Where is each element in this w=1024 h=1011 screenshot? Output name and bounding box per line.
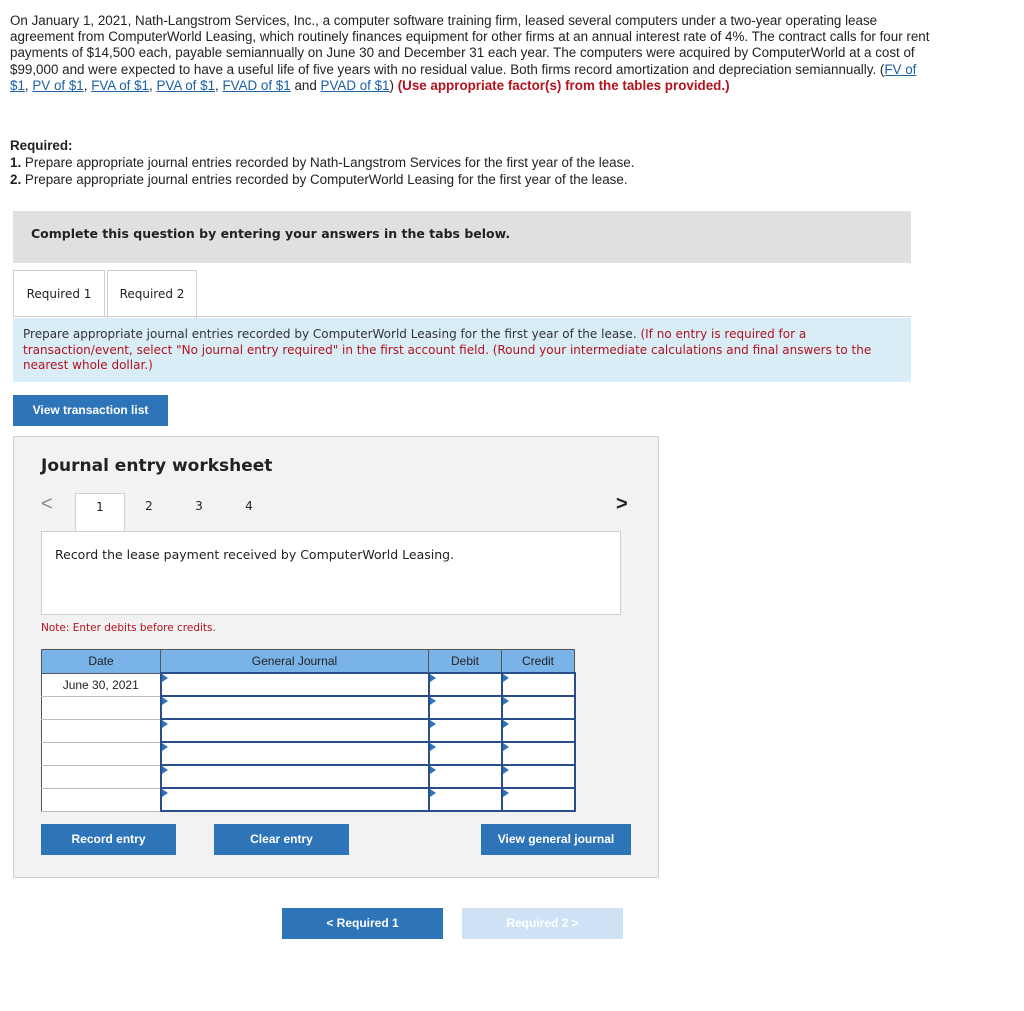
dropdown-marker-icon [503, 743, 509, 751]
instruction-banner [13, 211, 911, 263]
link-and: and [290, 77, 321, 93]
problem-emphasis: (Use appropriate factor(s) from the tables provided.) [397, 77, 730, 93]
credit-field[interactable] [502, 788, 575, 811]
dropdown-marker-icon [162, 743, 168, 751]
dropdown-marker-icon [162, 789, 168, 797]
link-sep: , [215, 77, 223, 93]
date-cell[interactable]: June 30, 2021 [42, 673, 161, 696]
banner-text: Complete this question by entering your answers in the tabs below. [31, 226, 511, 241]
next-required-2-button[interactable]: Required 2 > [462, 908, 623, 939]
table-row [42, 765, 575, 788]
required-heading: Required: [10, 138, 73, 153]
required-text: Prepare appropriate journal entries recorded by ComputerWorld Leasing for the first year of the lease. [21, 172, 628, 187]
column-header-credit: Credit [502, 650, 575, 674]
close-paren: ) [389, 77, 398, 93]
problem-statement [10, 13, 930, 94]
dropdown-marker-icon [162, 674, 168, 682]
debit-field[interactable] [429, 673, 502, 696]
account-field[interactable] [161, 696, 429, 719]
date-cell[interactable] [42, 765, 161, 788]
view-general-journal-button[interactable]: View general journal [481, 824, 631, 855]
instruction-red: (If no entry is required for a transaction/event, select "No journal entry required" in the first account field. (Round your intermediate calculations and final answers to the nearest whole dollar.) [23, 327, 872, 372]
column-header-date: Date [42, 650, 161, 674]
required-item-2 [10, 171, 634, 188]
tab-required-1[interactable]: Required 1 [13, 270, 105, 316]
chevron-right-icon[interactable]: > [616, 493, 628, 515]
clear-entry-button[interactable]: Clear entry [214, 824, 349, 855]
dropdown-marker-icon [430, 766, 436, 774]
credit-field[interactable] [502, 719, 575, 742]
link-fva[interactable]: FVA of $1 [91, 77, 149, 93]
required-num: 2. [10, 172, 22, 187]
dropdown-marker-icon [162, 766, 168, 774]
entry-note: Note: Enter debits before credits. [41, 622, 216, 634]
credit-field[interactable] [502, 742, 575, 765]
table-row [42, 719, 575, 742]
dropdown-marker-icon [503, 789, 509, 797]
credit-field[interactable] [502, 765, 575, 788]
link-pvad[interactable]: PVAD of $1 [320, 77, 390, 93]
problem-text: On January 1, 2021, Nath-Langstrom Services, Inc., a computer software training firm, leased several computers under a two-year operating lease agreement from ComputerWorld Leasing, which routinely finances equipment for other firms at an annual interest rate of 4%. The contract calls for four rent payments of $14,500 each, payable semiannually on June 30 and December 31 each year. The computers were acquired by ComputerWorld at a cost of $99,000 and were expected to have a useful life of five years with no residual value. Both firms record amortization and depreciation semiannually. ( [10, 13, 930, 77]
credit-field[interactable] [502, 696, 575, 719]
required-text: Prepare appropriate journal entries recorded by Nath-Langstrom Services for the first year of the lease. [21, 155, 635, 170]
link-sep: , [149, 77, 157, 93]
dropdown-marker-icon [430, 697, 436, 705]
transaction-text: Record the lease payment received by ComputerWorld Leasing. [55, 547, 455, 562]
tab-required-2[interactable]: Required 2 [107, 270, 197, 318]
transaction-description [41, 531, 621, 615]
chevron-left-icon[interactable]: < [41, 493, 53, 515]
debit-field[interactable] [429, 719, 502, 742]
tab-divider [13, 316, 911, 317]
column-header-debit: Debit [429, 650, 502, 674]
account-field[interactable] [161, 719, 429, 742]
link-pv[interactable]: PV of $1 [32, 77, 84, 93]
date-cell[interactable] [42, 742, 161, 765]
column-header-general-journal: General Journal [161, 650, 429, 674]
debit-field[interactable] [429, 696, 502, 719]
date-cell[interactable] [42, 788, 161, 811]
dropdown-marker-icon [503, 720, 509, 728]
dropdown-marker-icon [503, 674, 509, 682]
account-field[interactable] [161, 742, 429, 765]
dropdown-marker-icon [162, 697, 168, 705]
required-section [10, 137, 634, 188]
dropdown-marker-icon [162, 720, 168, 728]
link-fv[interactable]: FV of $1 [10, 61, 917, 93]
table-row [42, 742, 575, 765]
tab-instructions [13, 318, 911, 382]
link-fvad[interactable]: FVAD of $1 [222, 77, 291, 93]
instruction-main: Prepare appropriate journal entries recorded by ComputerWorld Leasing for the first year of the lease. [23, 327, 641, 341]
date-cell[interactable] [42, 719, 161, 742]
account-field[interactable] [161, 788, 429, 811]
required-item-1 [10, 154, 634, 171]
table-row [42, 696, 575, 719]
worksheet-page-2[interactable]: 2 [145, 499, 153, 513]
table-row [42, 673, 575, 696]
view-transaction-list-button[interactable]: View transaction list [13, 395, 168, 426]
date-cell[interactable] [42, 696, 161, 719]
worksheet-page-4[interactable]: 4 [245, 499, 253, 513]
dropdown-marker-icon [503, 766, 509, 774]
dropdown-marker-icon [430, 720, 436, 728]
dropdown-marker-icon [430, 743, 436, 751]
dropdown-marker-icon [430, 789, 436, 797]
journal-entry-worksheet [13, 436, 659, 878]
link-sep: , [83, 77, 92, 93]
link-sep: , [24, 77, 33, 93]
worksheet-title: Journal entry worksheet [41, 456, 273, 476]
journal-table [41, 649, 576, 812]
link-pva[interactable]: PVA of $1 [156, 77, 216, 93]
table-row [42, 788, 575, 811]
account-field[interactable] [161, 673, 429, 696]
dropdown-marker-icon [430, 674, 436, 682]
record-entry-button[interactable]: Record entry [41, 824, 176, 855]
worksheet-page-1[interactable]: 1 [75, 493, 125, 531]
dropdown-marker-icon [503, 697, 509, 705]
debit-field[interactable] [429, 788, 502, 811]
credit-field[interactable] [502, 673, 575, 696]
prev-required-1-button[interactable]: < Required 1 [282, 908, 443, 939]
debit-field[interactable] [429, 765, 502, 788]
debit-field[interactable] [429, 742, 502, 765]
worksheet-page-3[interactable]: 3 [195, 499, 203, 513]
required-num: 1. [10, 155, 22, 170]
account-field[interactable] [161, 765, 429, 788]
